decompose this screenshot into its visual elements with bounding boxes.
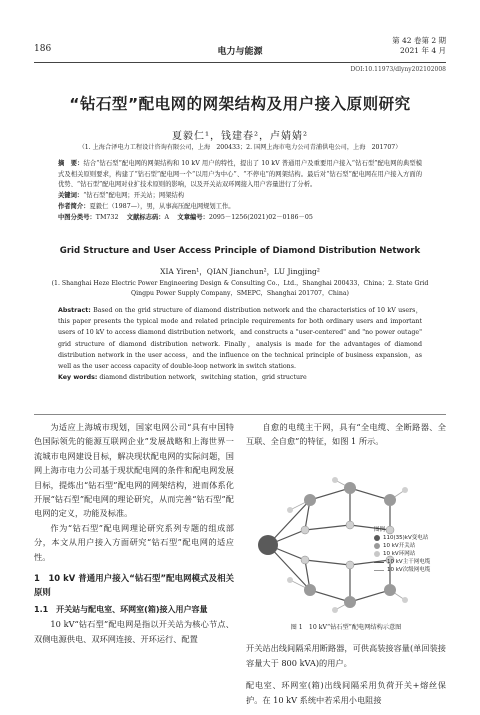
en-keywords-text: diamond distribution network，switching station，grid structure (99, 374, 307, 382)
switch-station-node (304, 584, 316, 596)
page-number: 186 (34, 44, 52, 54)
cn-abstract-label: 摘 要： (58, 160, 84, 167)
en-title: Grid Structure and User Access Principle of Diamond Distribution Network (59, 246, 421, 256)
left-column (34, 420, 234, 646)
section-1-1-paragraph: 10 kV“钻石型”配电网是指以开关站为核心节点、双侧电源供电、双环网连接、开环运行、配置 (34, 619, 234, 644)
legend-swatch (374, 551, 380, 557)
cn-classification-row (58, 213, 422, 224)
intro-paragraph-1: 为适应上海城市现划，国家电网公司“具有中国特色国际领先的能源互联网企业”发展战略和上海世界一流城市电网建设目标，解决现状配电网的实际问题，国网上海市电力公司基于现状配电网的条件和配电网发展目标，提炼出“钻石型”配电网的网架结构，进而体系化开展“钻石型”配电网的理论研究，从而完善“钻石型”配电网的定义，功能及标准。 (34, 422, 234, 519)
figure-legend (374, 526, 430, 574)
substation-left (258, 535, 278, 555)
switch-station-node (344, 482, 356, 494)
en-abstract-block (58, 305, 422, 383)
ring-station-node (287, 507, 293, 513)
ring-station-node (402, 487, 408, 493)
main-cable-bottom (268, 545, 390, 602)
legend-label: 10 kV主干网电缆 (387, 559, 431, 565)
volume-issue: 第 42 卷第 2 期 (392, 36, 446, 45)
en-abstract-text: Based on the grid structure of diamond distribution network and the characteristics of 10 kV users，this paper presents the typical mode and related principle requirements for both ordinary users and important users of 10 kV to access diamond distribution network，and constructs a "user-centered" and "no power outage" grid structure of diamond distribution network. Finally，analysis is made for the advantages of diamond distribution network in the user access，and the influence on the technical principle of business expansion，as well as the user access capacity of double-loop network in switch stations. (58, 307, 422, 371)
cn-keywords (58, 191, 422, 202)
doc-code-label: 文献标志码： (126, 213, 165, 221)
figure-1 (250, 470, 446, 620)
en-authors: XIA Yiren¹，QIAN Jianchun²，LU Jingjing² (160, 267, 320, 276)
article-no-value: 2095－1256(2021)02－0186－05 (208, 213, 313, 221)
cn-keywords-label: 关键词： (58, 192, 84, 200)
legend-label: 110(35)kV变电站 (383, 535, 429, 541)
ring-station-node (287, 577, 293, 583)
ring-station-node (332, 607, 338, 613)
right-paragraph-1: 自愈的电缆主干网，具有“全电缆、全断路器、全互联、全自愈”的特征，如图 1 所示。 (246, 422, 446, 447)
legend-label: 10 kV次级网电缆 (387, 567, 431, 573)
legend-swatch (374, 562, 384, 563)
legend-item (374, 566, 430, 574)
article-no-label: 文章编号： (177, 213, 209, 221)
switch-station-node (384, 494, 396, 506)
legend-label: 10 kV环网站 (383, 551, 416, 557)
switch-station-node (344, 596, 356, 608)
volume-info (392, 36, 446, 56)
ring-station-node (301, 526, 309, 534)
cn-keywords-text: “钻石型”配电网；开关站；网架结构 (83, 192, 185, 200)
legend-swatch (374, 535, 380, 541)
switch-station-node (304, 494, 316, 506)
issue-date: 2021 年 4 月 (399, 46, 446, 55)
switch-station-node (384, 584, 396, 596)
legend-title: 图例 (374, 527, 386, 533)
ring-station-node (332, 477, 338, 483)
cn-abstract-text: 结合“钻石型”配电网的网架结构和 10 kV 用户的特性，提出了 10 kV 普通用户及重要用户接入“钻石型”配电网的典型模式及相关原则要求，构建了“钻石型”配电网一个“以用户为中心”、“不停电”的网架结构。最后对“钻石型”配电网在用户接入方面的优势、“钻石型”配电网对业扩技术原则的影响，以及开关站双环网接入用户容量进行了分析。 (58, 160, 423, 189)
legend-items (374, 534, 430, 574)
cn-author-label: 作者简介： (58, 202, 90, 210)
cls-label: 中图分类号： (58, 213, 96, 221)
main-cable-inner-bottom (268, 545, 390, 565)
affiliation: （1. 上海合泽电力工程设计咨询有限公司，上海 200433；2. 国网上海市电力公司青浦供电公司，上海 201707） (78, 144, 402, 151)
author-list: 夏毅仁¹，钱建春²，卢婧婧² (171, 131, 309, 142)
right-column-bottom (246, 633, 446, 715)
en-affiliation: (1. Shanghai Heze Electric Power Engineering Design & Consulting Co.，Ltd.，Shanghai 200433，China；2. State Grid Qingpu Power Supply Company，SMEPC，Shanghai 201707，China) (51, 280, 429, 297)
main-cables (268, 488, 390, 602)
section-divider (34, 414, 446, 415)
right-paragraph-2: 开关站出线间隔采用断路器，可供高装接容量(单回装接容量大于 800 kVA)的用户。 (246, 643, 446, 668)
legend-swatch (374, 543, 380, 549)
main-cable-inner-top (268, 525, 390, 545)
journal-name: 电力与能源 (217, 47, 263, 57)
legend-item (374, 550, 430, 558)
cn-author-bio (58, 202, 422, 213)
ring-station-node (346, 561, 354, 569)
legend-item (374, 534, 430, 542)
doi: DOI:10.11973/dlyny202102008 (350, 66, 446, 73)
ring-station-node (301, 556, 309, 564)
legend-swatch (374, 570, 384, 571)
en-keywords-label: Key words: (58, 374, 98, 382)
en-abstract (58, 305, 422, 372)
legend-item (374, 558, 430, 566)
doc-code-value: A (164, 213, 170, 221)
section-1-heading: 1 10 kV 普通用户接入“钻石型”配电网模式及相关原则 (34, 573, 234, 598)
cn-abstract (58, 159, 422, 191)
right-column-top (246, 420, 446, 449)
cn-author-text: 夏毅仁（1987—），男，从事高压配电网规划工作。 (89, 202, 235, 210)
intro-paragraph-2: 作为“钻石型”配电网理论研究系列专题的组成部分，本文从用户接入方面研究“钻石型”配电网的适应性。 (34, 522, 234, 562)
section-1-1-heading: 1.1 开关站与配电室、环网室(箱)接入用户容量 (34, 604, 208, 614)
en-abstract-label: Abstract: (58, 307, 91, 314)
paper-title: “钻石型”配电网的网架结构及用户接入原则研究 (69, 95, 411, 113)
cls-value: TM732 (95, 213, 119, 221)
figure-caption: 图 1 10 kV“钻石型”配电网结构示意图 (290, 624, 402, 631)
running-header (34, 36, 446, 63)
cn-abstract-block (58, 159, 422, 223)
main-cable-top (268, 488, 390, 545)
ring-station-node (402, 597, 408, 603)
legend-item (374, 542, 430, 550)
ring-station-node (346, 521, 354, 529)
right-paragraph-3: 配电室、环网室(箱)出线间隔采用负荷开关+熔丝保护。在 10 kV 系统中若采用小电阻接 (246, 680, 446, 705)
legend-label: 10 kV开关站 (383, 543, 416, 549)
en-keywords (58, 372, 422, 383)
